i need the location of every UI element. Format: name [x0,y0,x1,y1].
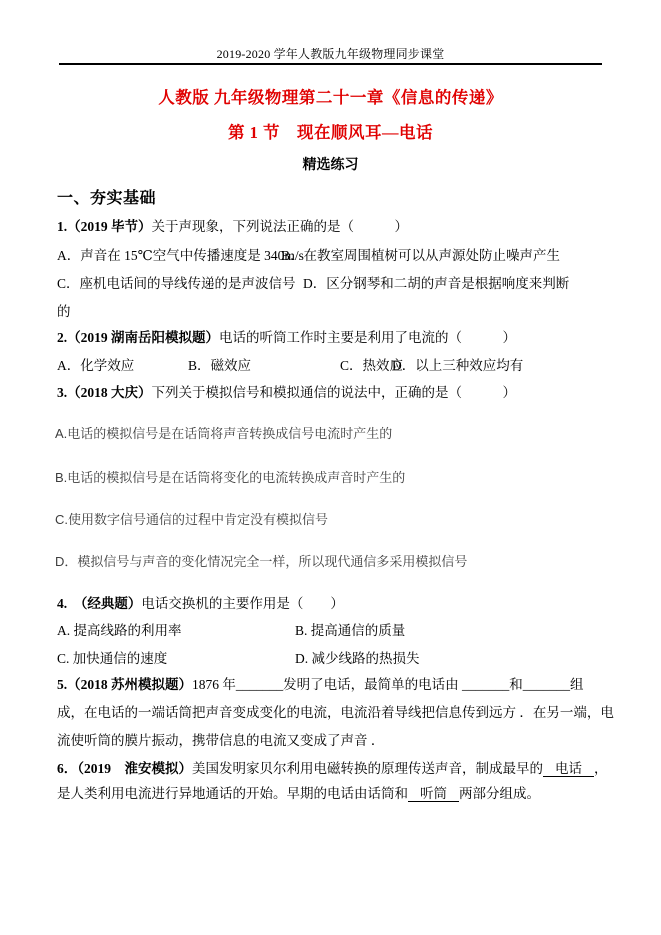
question-6-answer-1: 电话 [543,761,594,777]
page-header-course-line: 2019-2020 学年人教版九年级物理同步课堂 [216,47,445,61]
question-4-option-c: C. 加快通信的速度 [57,651,168,666]
question-4-option-d: D. 减少线路的热损失 [295,651,420,666]
question-4-stem: 电话交换机的主要作用是（ ） [141,596,344,611]
question-6-text-2: 是人类利用电流进行异地通话的开始。早期的电话由话筒和 [57,786,408,801]
question-2-stem: 电话的听筒工作时主要是利用了电流的（ ） [219,330,516,345]
question-6-tag: 6．（2019 淮安模拟） [57,761,192,776]
question-6-text-2-end: 两部分组成。 [459,786,540,801]
question-4-tag: 4. （经典题） [57,596,142,611]
question-1-option-d: D．区分钢琴和二胡的声音是根据响度来判断 [303,276,570,291]
question-5-line-3: 流使听筒的膜片振动，携带信息的电流又变成了声音 ． [57,733,385,748]
question-4-option-a: A. 提高线路的利用率 [57,623,182,638]
exercise-subtitle: 精选练习 [302,158,359,173]
question-1 [57,219,408,236]
lesson-title: 第 1 节 现在顺风耳—电话 [228,123,433,142]
question-6-text-1: 美国发明家贝尔利用电磁转换的原理传送声音，制成最早的 [192,761,543,776]
question-4 [57,596,344,613]
question-1-option-d-continuation: 的 [57,304,71,319]
question-3-stem: 下列关于模拟信号和模拟通信的说法中，正确的是（ ） [151,385,516,400]
chapter-title: 人教版 九年级物理第二十一章《信息的传递》 [158,88,503,107]
question-6-text-1-end: ， [594,761,608,776]
question-3-option-c: C.使用数字信号通信的过程中肯定没有模拟信号 [55,512,329,527]
question-2 [57,330,516,347]
question-3-option-a: A.电话的模拟信号是在话筒将声音转换成信号电流时产生的 [55,426,393,441]
question-6-line-1 [57,761,608,778]
question-2-option-d: D．以上三种效应均有 [392,358,524,373]
question-2-option-c: C．热效应 [340,358,404,373]
question-6-line-2 [57,786,540,803]
question-2-option-a: A．化学效应 [57,358,135,373]
question-3-tag: 3.（2018 大庆） [57,385,152,400]
question-3-option-d: D．模拟信号与声音的变化情况完全一样，所以现代通信多采用模拟信号 [55,554,468,569]
question-5-line-2: 成，在电话的一端话筒把声音变成变化的电流，电流沿着导线把信息传到远方 ．在另一端，电 [57,705,614,720]
question-3-option-b: B.电话的模拟信号是在话筒将变化的电流转换成声音时产生的 [55,470,406,485]
question-1-option-a: A．声音在 15℃空气中传播速度是 340m/s [57,248,304,263]
question-2-option-b: B．磁效应 [188,358,252,373]
question-1-tag: 1.（2019 毕节） [57,219,152,234]
question-2-tag: 2.（2019 湖南岳阳模拟题） [57,330,219,345]
question-5-tag: 5.（2018 苏州模拟题） [57,677,192,692]
header-rule [59,63,602,65]
question-3 [57,385,516,402]
section-1-heading: 一、夯实基础 [57,190,157,207]
question-4-option-b: B. 提高通信的质量 [295,623,406,638]
question-1-stem: 关于声现象，下列说法正确的是（ ） [151,219,408,234]
question-6-answer-2: 听筒 [408,786,459,802]
question-1-option-c: C．座机电话间的导线传递的是声波信号 [57,276,296,291]
question-1-option-b: B．在教室周围植树可以从声源处防止噪声产生 [281,248,561,263]
question-5-line-1 [57,677,584,694]
question-5-text-1: 1876 年_______发明了电话，最简单的电话由 _______和_______组 [192,677,584,692]
